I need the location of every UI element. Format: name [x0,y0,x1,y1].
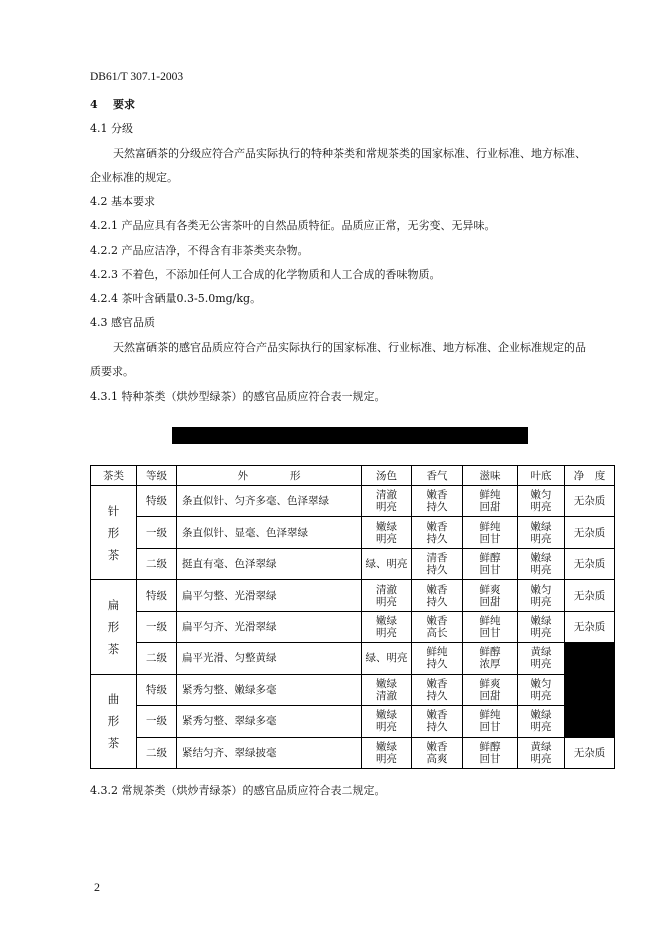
appearance-cell: 条直似针、匀齐多毫、色泽翠绿 [177,486,362,517]
table-row [91,674,615,705]
purity-cell: 无杂质 [565,548,615,579]
table-row [91,580,615,611]
table-row [91,486,615,517]
leaf-cell: 嫩匀 明亮 [518,674,565,705]
header-purity: 净 度 [565,466,615,486]
leaf-cell: 嫩绿 明亮 [518,611,565,642]
liquor-cell: 绿、明亮 [362,643,412,674]
taste-cell: 鲜纯 回甘 [463,611,518,642]
appearance-cell: 紧秀匀整、嫩绿多毫 [177,674,362,705]
purity-cell: 无杂质 [565,580,615,611]
appearance-cell: 扁平光滑、匀整黄绿 [177,643,362,674]
grade-cell: 特级 [137,674,177,705]
header-leaf-base: 叶底 [518,466,565,486]
category-cell: 曲 形 茶 [91,674,137,768]
heading-4-2: 4.2 基本要求 [90,195,155,208]
taste-cell: 鲜醇 回甘 [463,737,518,769]
grade-cell: 二级 [137,737,177,769]
header-taste: 滋味 [463,466,518,486]
aroma-cell: 嫩香 高爽 [412,737,463,769]
table-header-row [91,466,615,486]
appearance-cell: 扁平匀整、光滑翠绿 [177,580,362,611]
leaf-cell: 嫩绿 明亮 [518,706,565,737]
grade-cell: 一级 [137,611,177,642]
header-category: 茶类 [91,466,137,486]
appearance-cell: 扁平匀齐、光滑翠绿 [177,611,362,642]
table-row [91,643,615,674]
liquor-cell: 嫩绿 明亮 [362,706,412,737]
liquor-cell: 绿、明亮 [362,548,412,579]
taste-cell: 鲜纯 回甘 [463,706,518,737]
page-number: 2 [94,880,100,894]
redaction-bar [172,427,528,444]
table-row [91,517,615,548]
clause-4-3-1: 4.3.1 特种茶类（烘炒型绿茶）的感官品质应符合表一规定。 [90,390,386,403]
clause-4-3-2: 4.3.2 常规茶类（烘炒青绿茶）的感官品质应符合表二规定。 [90,784,386,797]
clause-4-2-2: 4.2.2 产品应洁净，不得含有非茶类夹杂物。 [90,244,309,257]
clause-4-2-1: 4.2.1 产品应具有各类无公害茶叶的自然品质特征。品质应正常，无劣变、无异味。 [90,219,496,232]
redacted-purity-cell [565,643,615,674]
paragraph-4-3-line1: 天然富硒茶的感官品质应符合产品实际执行的国家标准、行业标准、地方标准、企业标准规定的品 [113,341,586,354]
aroma-cell: 鲜纯 持久 [412,643,463,674]
leaf-cell: 黄绿 明亮 [518,737,565,769]
leaf-cell: 嫩匀 明亮 [518,486,565,517]
taste-cell: 鲜纯 回甜 [463,486,518,517]
table-row [91,548,615,579]
liquor-cell: 嫩绿 清澈 [362,674,412,705]
liquor-cell: 清澈 明亮 [362,486,412,517]
header-aroma: 香气 [412,466,463,486]
section-4-heading [90,98,135,112]
section-title: 要求 [112,98,135,111]
paragraph-4-1-line2: 企业标准的规定。 [90,171,178,184]
purity-cell: 无杂质 [565,486,615,517]
leaf-cell: 嫩匀 明亮 [518,580,565,611]
aroma-cell: 嫩香 持久 [412,674,463,705]
leaf-cell: 嫩绿 明亮 [518,517,565,548]
liquor-cell: 嫩绿 明亮 [362,737,412,769]
aroma-cell: 嫩香 高长 [412,611,463,642]
taste-cell: 鲜醇 回甘 [463,548,518,579]
paragraph-4-1-line1: 天然富硒茶的分级应符合产品实际执行的特种茶类和常规茶类的国家标准、行业标准、地方标准、 [113,147,586,160]
redacted-purity-cell [565,674,615,705]
taste-cell: 鲜醇 浓厚 [463,643,518,674]
heading-4-1: 4.1 分级 [90,122,133,135]
header-grade: 等级 [137,466,177,486]
grade-cell: 特级 [137,580,177,611]
liquor-cell: 嫩绿 明亮 [362,611,412,642]
leaf-cell: 黄绿 明亮 [518,643,565,674]
grade-cell: 二级 [137,548,177,579]
heading-4-3: 4.3 感官品质 [90,316,155,329]
appearance-cell: 紧结匀齐、翠绿披毫 [177,737,362,769]
standard-id: DB61/T 307.1-2003 [90,71,184,83]
purity-cell: 无杂质 [565,517,615,548]
aroma-cell: 嫩香 持久 [412,706,463,737]
appearance-cell: 条直似针、显毫、色泽翠绿 [177,517,362,548]
leaf-cell: 嫩绿 明亮 [518,548,565,579]
appearance-cell: 挺直有毫、色泽翠绿 [177,548,362,579]
sensory-quality-table [90,465,615,769]
header-liquor-color: 汤色 [362,466,412,486]
category-cell: 针 形 茶 [91,486,137,580]
aroma-cell: 嫩香 持久 [412,580,463,611]
liquor-cell: 清澈 明亮 [362,580,412,611]
aroma-cell: 嫩香 持久 [412,486,463,517]
grade-cell: 一级 [137,517,177,548]
liquor-cell: 嫩绿 明亮 [362,517,412,548]
table-row [91,737,615,769]
taste-cell: 鲜爽 回甜 [463,580,518,611]
grade-cell: 二级 [137,643,177,674]
aroma-cell: 嫩香 持久 [412,517,463,548]
grade-cell: 特级 [137,486,177,517]
table-row [91,706,615,737]
clause-4-2-4: 4.2.4 茶叶含硒量0.3-5.0mg/kg。 [90,292,262,305]
appearance-cell: 紧秀匀整、翠绿多毫 [177,706,362,737]
purity-cell: 无杂质 [565,737,615,769]
clause-4-2-3: 4.2.3 不着色，不添加任何人工合成的化学物质和人工合成的香味物质。 [90,268,441,281]
redacted-purity-cell [565,706,615,737]
taste-cell: 鲜纯 回甘 [463,517,518,548]
grade-cell: 一级 [137,706,177,737]
table-row [91,611,615,642]
section-number: 4 [90,98,98,111]
aroma-cell: 清香 持久 [412,548,463,579]
category-cell: 扁 形 茶 [91,580,137,674]
header-appearance: 外 形 [177,466,362,486]
purity-cell: 无杂质 [565,611,615,642]
paragraph-4-3-line2: 质要求。 [90,365,134,378]
taste-cell: 鲜爽 回甜 [463,674,518,705]
